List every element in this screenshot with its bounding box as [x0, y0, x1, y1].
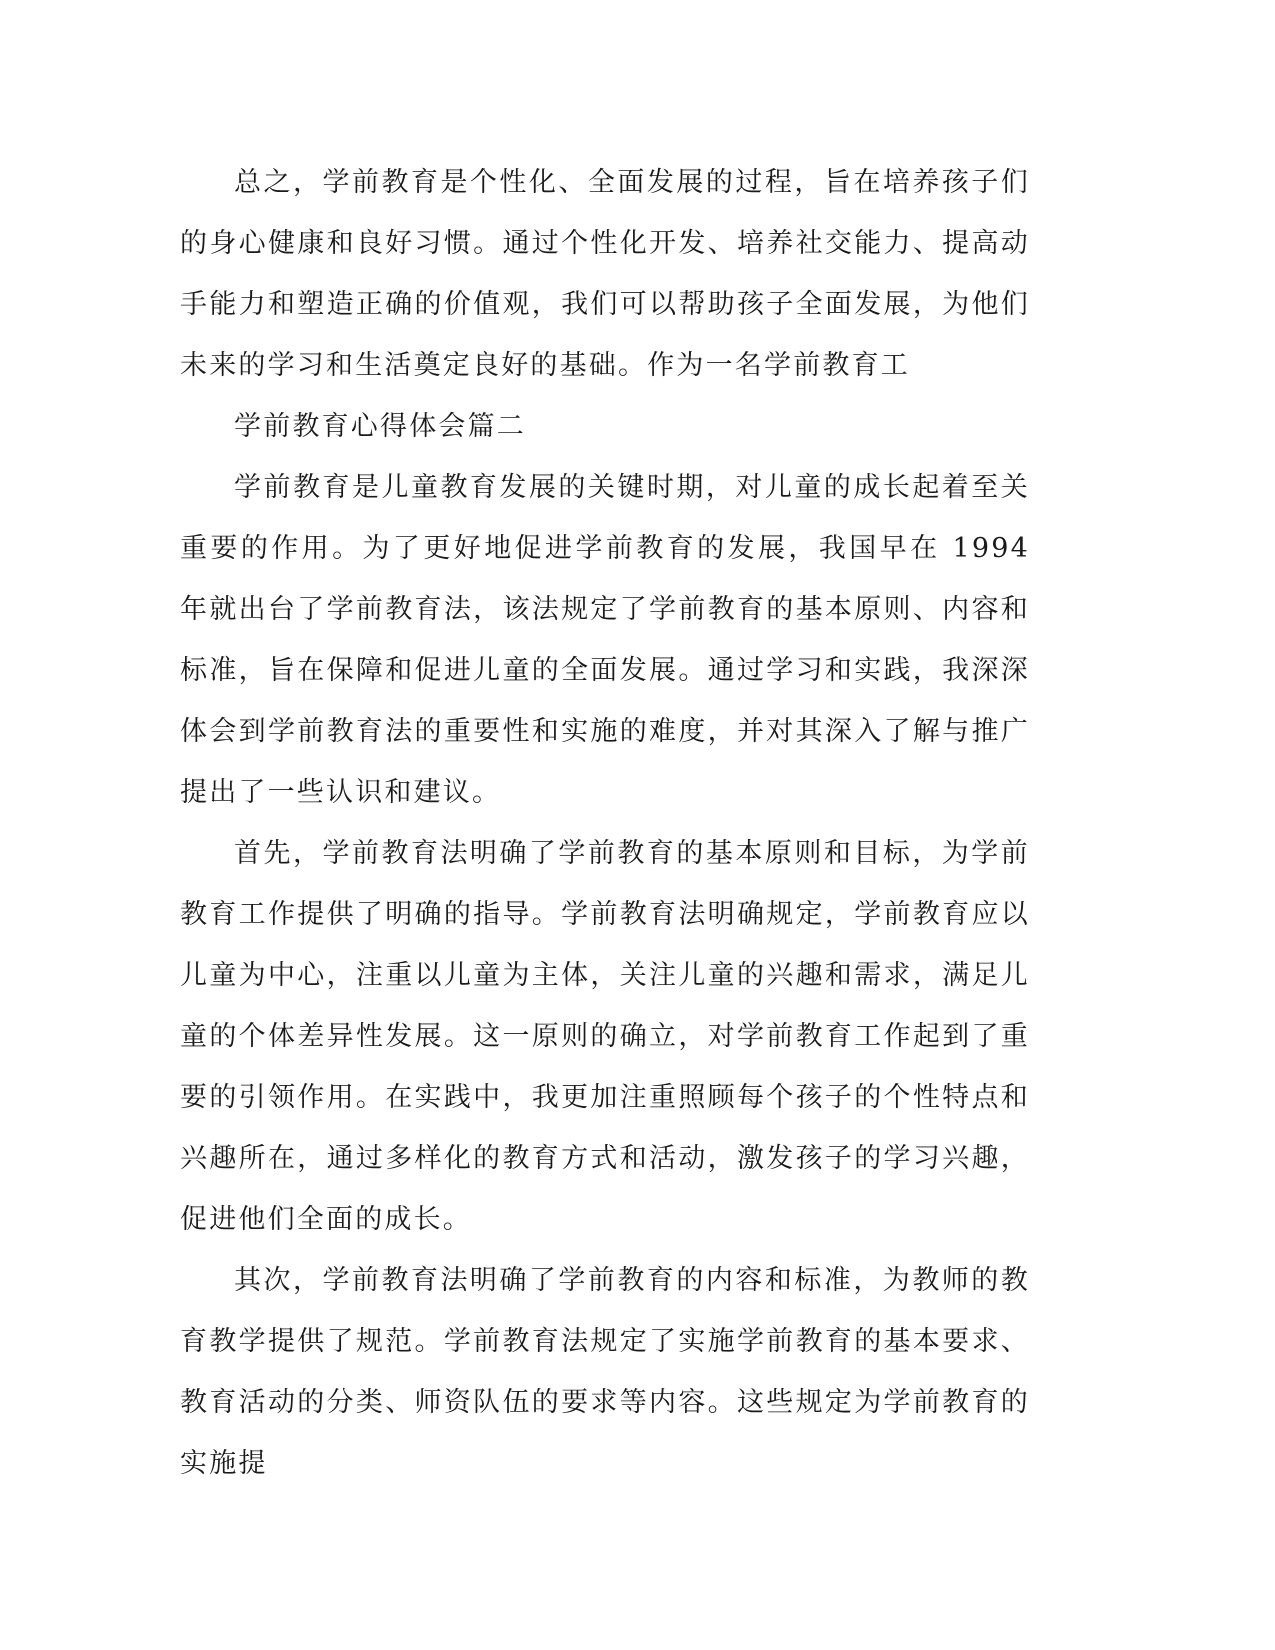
- section-heading: 学前教育心得体会篇二: [234, 411, 526, 442]
- paragraph-first: 首先，学前教育法明确了学前教育的基本原则和目标，为学前教育工作提供了明确的指导。学前教育法明确规定，学前教育应以儿童为中心，注重以儿童为主体，关注儿童的兴趣和需求，满足儿童的个体差异性发展。这一原则的确立，对学前教育工作起到了重要的引领作用。在实践中，我更加注重照顾每个孩子的个性特点和兴趣所在，通过多样化的教育方式和活动，激发孩子的学习兴趣，促进他们全面的成长。: [180, 838, 1030, 1235]
- paragraph-second: 其次，学前教育法明确了学前教育的内容和标准，为教师的教育教学提供了规范。学前教育法规定了实施学前教育的基本要求、教育活动的分类、师资队伍的要求等内容。这些规定为学前教育的实施提: [180, 1265, 1030, 1479]
- paragraph-conclusion: 总之，学前教育是个性化、全面发展的过程，旨在培养孩子们的身心健康和良好习惯。通过个性化开发、培养社交能力、提高动手能力和塑造正确的价值观，我们可以帮助孩子全面发展，为他们未来的学习和生活奠定良好的基础。作为一名学前教育工: [180, 167, 1030, 381]
- document-page: [180, 152, 1030, 1494]
- paragraph-intro: 学前教育是儿童教育发展的关键时期，对儿童的成长起着至关重要的作用。为了更好地促进学前教育的发展，我国早在 1994 年就出台了学前教育法，该法规定了学前教育的基本原则、内容和标准，旨在保障和促进儿童的全面发展。通过学习和实践，我深深体会到学前教育法的重要性和实施的难度，并对其深入了解与推广提出了一些认识和建议。: [180, 472, 1030, 808]
